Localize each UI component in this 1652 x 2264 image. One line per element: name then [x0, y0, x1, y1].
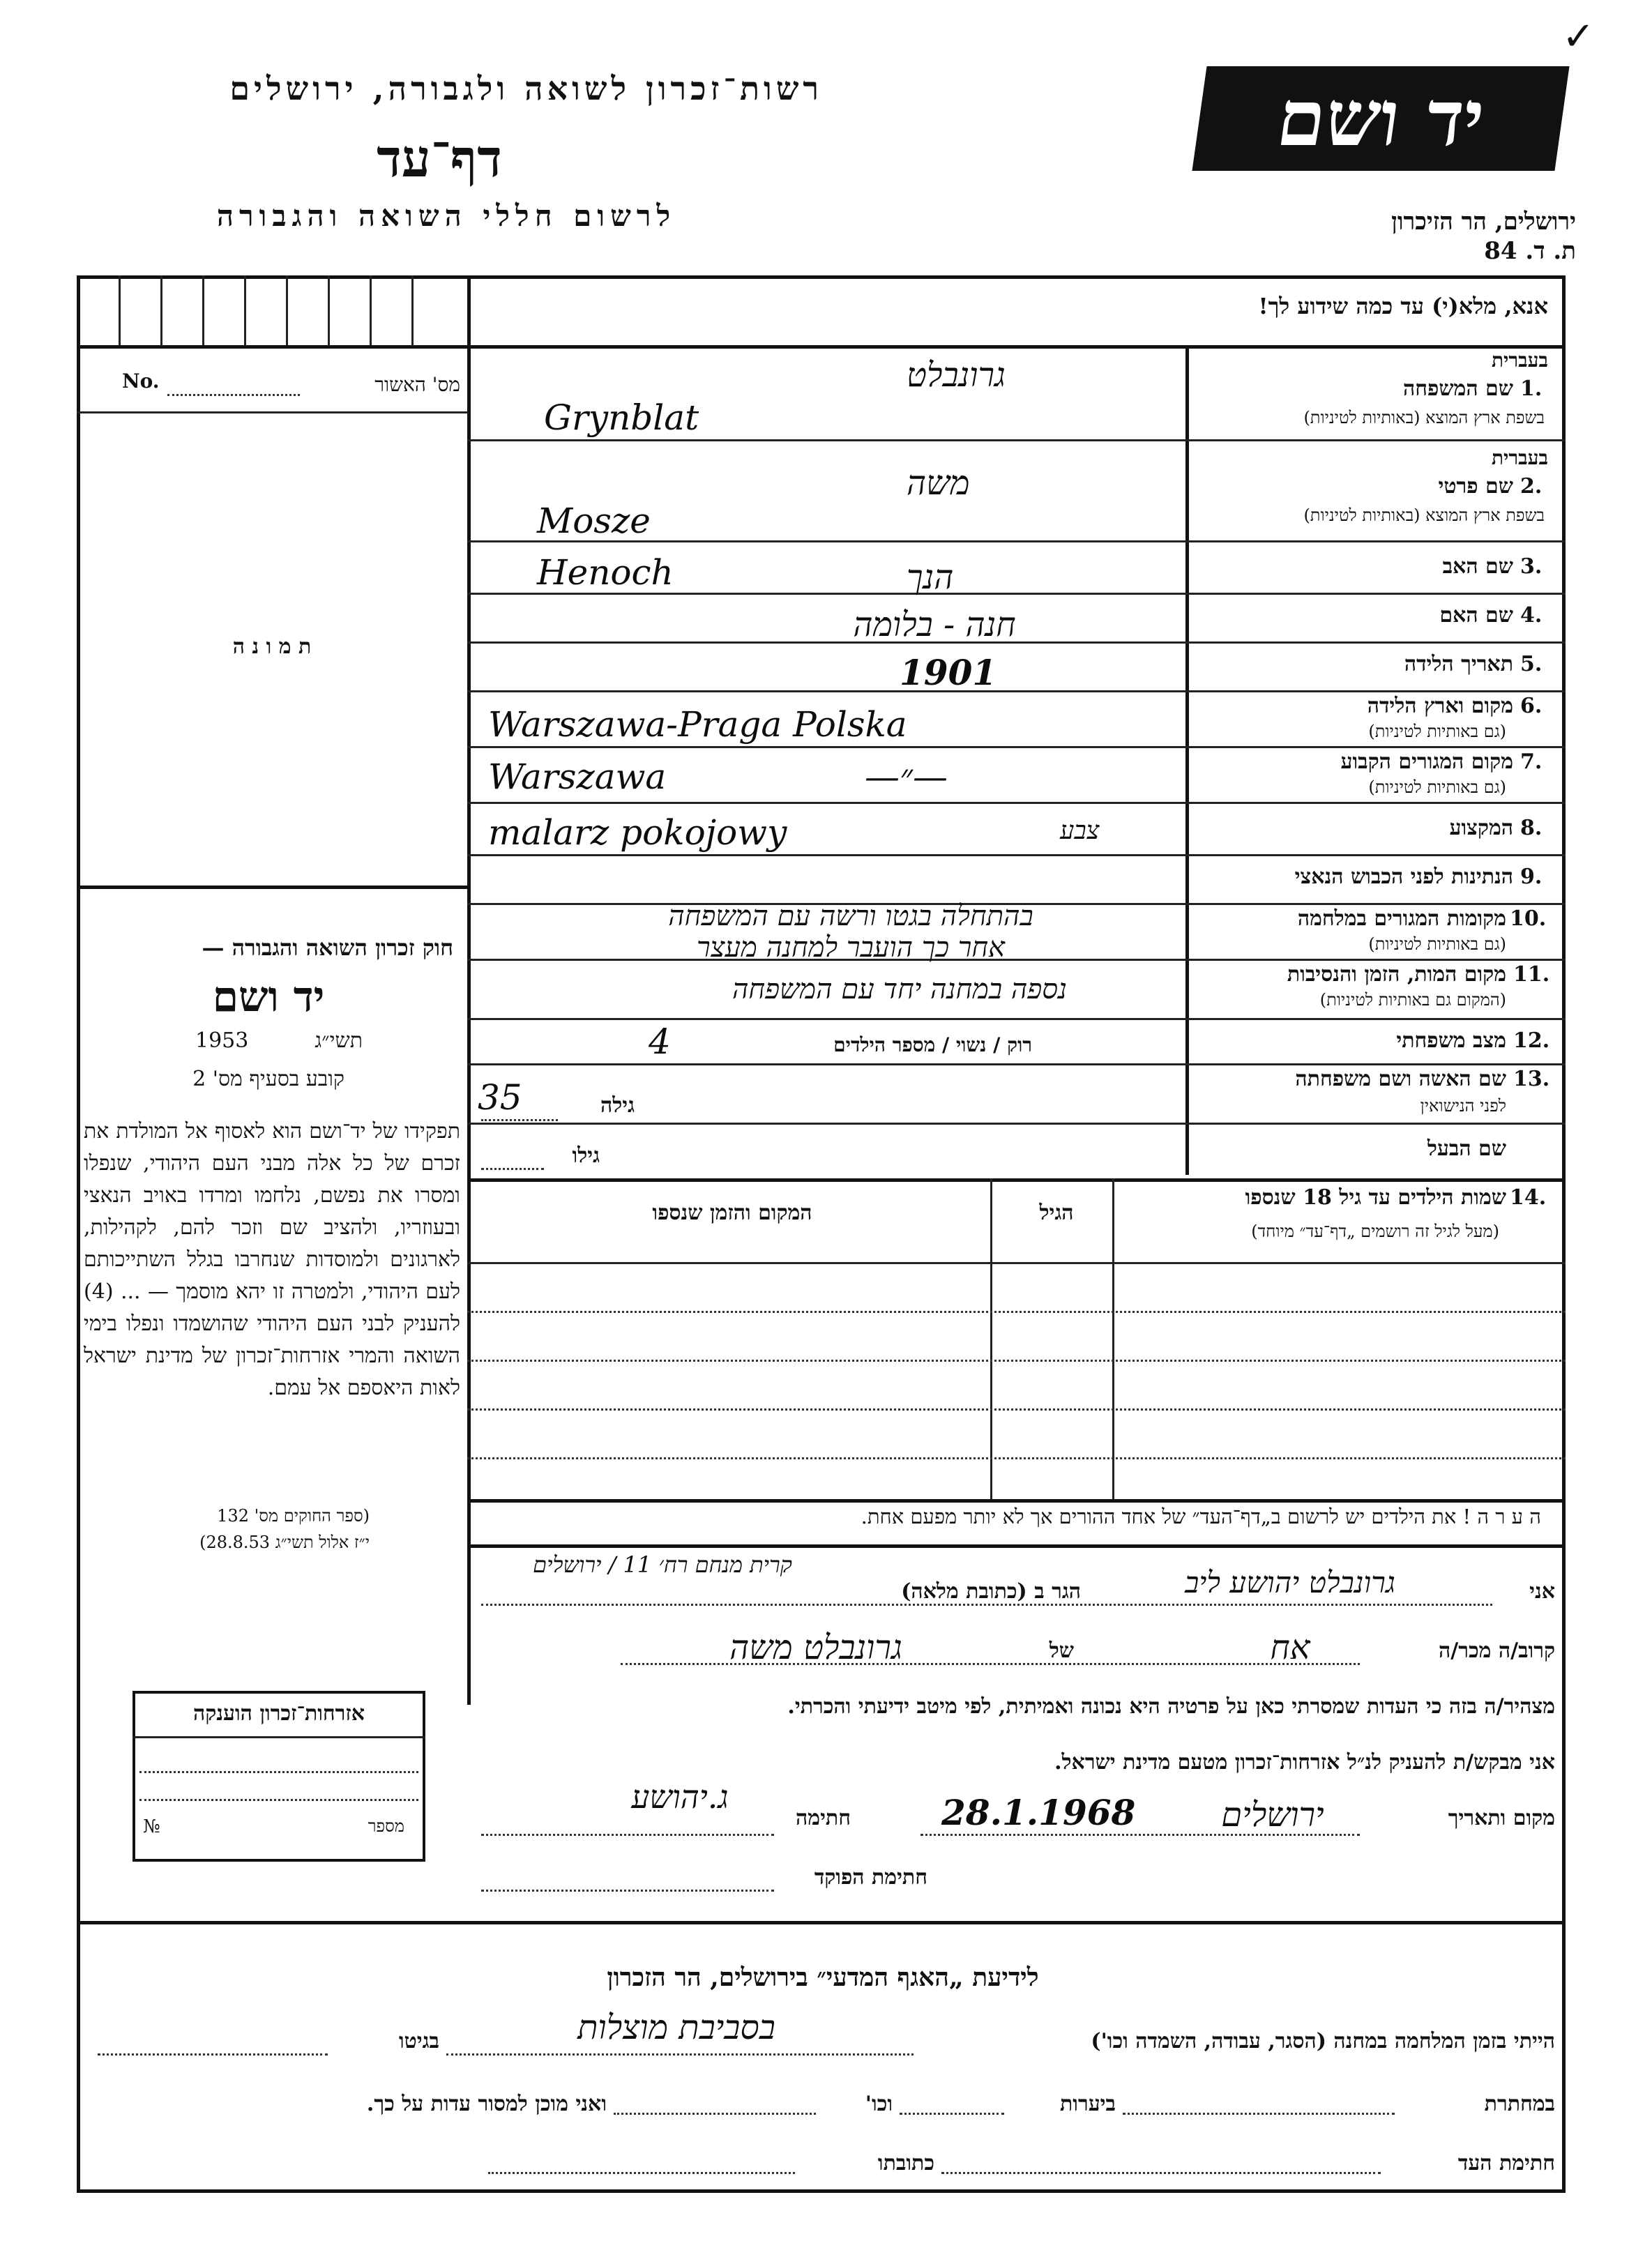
- birth-date[interactable]: 1901: [900, 652, 997, 693]
- field-13-num: 13.: [1513, 1067, 1550, 1091]
- occupation[interactable]: malarz pokojowy: [488, 812, 787, 853]
- approval-no: No.: [122, 370, 160, 393]
- residence[interactable]: Warszawa: [488, 757, 667, 797]
- field-7-num: 7.: [1520, 750, 1543, 774]
- field-3-label: שם האב: [1442, 554, 1513, 579]
- instruction: אנא, מלא(י) עד כמה שידוע לך!: [1258, 293, 1548, 319]
- check-mark: ✓: [1562, 14, 1595, 59]
- field-4-label: שם האם: [1439, 603, 1513, 628]
- form-subtitle: לרשום חללי השואה והגבורה: [216, 199, 676, 233]
- field-12-label: מצב משפחתי: [1396, 1028, 1506, 1053]
- law-year: 1953: [195, 1028, 249, 1053]
- address: ירושלים, הר הזיכרון: [1391, 208, 1576, 236]
- marital-status-options: רוק / נשוי / מספר הילדים: [833, 1033, 1032, 1056]
- wartime-residence[interactable]: בהתחלה בגטו ורשה עם המשפחה: [668, 900, 1033, 932]
- place-date-value[interactable]: 28.1.1968: [941, 1792, 1136, 1833]
- residence-ditto: —״—: [865, 757, 948, 797]
- citizenship-title: אזרחות־זכרון הוענקה: [192, 1701, 365, 1726]
- col-age: הגיל: [1039, 1201, 1074, 1225]
- decl-statement: מצהיר/ה בזה כי העדות שמסרתי כאן על פרטיה היא נכונה ואמיתית, לפי מיטב ידיעתי והכרתי.: [787, 1694, 1555, 1719]
- declarant-address[interactable]: קרית מנחם רח׳ 11 / ירושלים: [533, 1551, 792, 1578]
- field-3-num: 3.: [1520, 554, 1543, 579]
- citizenship-number-no: №: [143, 1816, 160, 1837]
- firstname-hebrew[interactable]: משה: [907, 464, 970, 503]
- declarant-name[interactable]: גרונבלט יהושע ליב: [1185, 1565, 1395, 1600]
- field-11-num: 11.: [1513, 962, 1550, 987]
- relation-value[interactable]: אח: [1270, 1628, 1310, 1667]
- po-box: ת. ד. 84: [1484, 237, 1576, 265]
- forests-label: ביערות: [1059, 2092, 1116, 2116]
- decl-resides-label: הגר ב (כתובת מלאה): [901, 1579, 1081, 1604]
- field-7-sub: (גם באותיות לטיניות): [1368, 777, 1506, 797]
- place-value[interactable]: ירושלים: [1221, 1795, 1324, 1834]
- father-name-latin[interactable]: Henoch: [537, 552, 674, 593]
- field-9-num: 9.: [1520, 865, 1543, 889]
- place-date-label: מקום ותאריך: [1448, 1806, 1555, 1830]
- etc-label: וכו': [865, 2092, 893, 2116]
- bottom-title: לידיעת „האגף המדעי״ בירושלים, הר הזכרון: [607, 1963, 1039, 1992]
- field-10-num: 10.: [1510, 906, 1547, 931]
- field-9-label: הנתינות לפני הכבוש הנאצי: [1294, 865, 1513, 889]
- field-11-sub: (המקום גם באותיות לטיניות): [1319, 990, 1506, 1010]
- field-6-label: מקום וארץ הלידה: [1367, 694, 1513, 718]
- col-place-time: המקום והזמן שנספו: [652, 1201, 812, 1225]
- occupation-hebrew[interactable]: צבע: [1060, 816, 1100, 845]
- field-8-label: המקצוע: [1449, 816, 1513, 840]
- father-name-hebrew[interactable]: הנך: [907, 558, 954, 597]
- children-section-label: שמות הילדים עד גיל 18 שנספו: [1245, 1185, 1506, 1210]
- decl-of-label: של: [1049, 1639, 1074, 1663]
- photo-label: ת מ ו נ ה: [232, 635, 312, 659]
- law-citation-2: י״ז אלול תשי״ג 28.8.53): [199, 1533, 370, 1552]
- wife-age-label: גילה: [600, 1093, 635, 1118]
- witness-signature-label: חתימת העד: [1457, 2151, 1555, 2175]
- field-10-sub: (גם באותיות לטיניות): [1368, 934, 1506, 954]
- law-year-he: תשי״ג: [315, 1028, 363, 1053]
- officer-signature-label: חתימת הפוקד: [814, 1865, 927, 1890]
- citizenship-number-label: מספר: [367, 1816, 404, 1836]
- field-6-num: 6.: [1520, 694, 1543, 718]
- yad-vashem-logo: יד ושם: [1192, 66, 1569, 171]
- firstname-latin[interactable]: Mosze: [537, 501, 651, 541]
- husband-name-label: שם הבעל: [1427, 1137, 1506, 1161]
- form-title: דף־עד: [377, 129, 502, 189]
- field-14-num: 14.: [1510, 1185, 1547, 1210]
- organization-name: רשות־זכרון לשואה ולגבורה, ירושלים: [229, 70, 823, 107]
- birth-place[interactable]: Warszawa-Praga Polska: [488, 704, 907, 745]
- law-citation-1: (ספר החוקים מס' 132: [217, 1506, 370, 1526]
- law-text: תפקידו של יד־ושם הוא לאסוף אל המולדת את זכרם של כל אלה מבני העם היהודי, שנפלו ומסרו את נפשם, נלחמו ומרדו באויב הנאצי ובעוזריו, ולהציב שם וזכר להם, לקהילות, לארגונים ולמוסדות שנחרבו בגלל השתייכותם לעם היהודי, ולמטרה זו יהא מוסמך — ... (4) להעניק לבני העם היהודי שהושמדו ונפלו בימי השואה והמרי אזרחות־זכרון של מדינת ישראל לאות היאספם אל עמם.: [84, 1119, 460, 1400]
- decl-request: אני מבקש/ת להעניק לנ״ל אזרחות־זכרון מטעם מדינת ישראל.: [1054, 1750, 1555, 1775]
- surname-hebrew[interactable]: גרונבלט: [907, 356, 1006, 395]
- field-11-label: מקום המות, הזמן והנסיבות: [1287, 962, 1506, 987]
- law-title: חוק זכרון השואה והגבורה —: [202, 934, 453, 961]
- field-13-label: שם האשה ושם משפחתה: [1295, 1067, 1506, 1091]
- law-name: יד ושם: [212, 973, 325, 1021]
- field-7-label: מקום המגורים הקבוע: [1340, 750, 1513, 774]
- relation-of-value[interactable]: גרונבלט משה: [729, 1628, 902, 1667]
- children-count[interactable]: 4: [649, 1021, 671, 1062]
- husband-age-label: גילו: [572, 1144, 600, 1168]
- field-5-label: תאריך הלידה: [1404, 652, 1513, 676]
- mother-name[interactable]: חנה - בלומה: [853, 605, 1016, 644]
- field-13-sub: לפני הנישואין: [1420, 1096, 1506, 1116]
- decl-i-label: אני: [1529, 1579, 1555, 1604]
- children-section-sub: (מעל לגיל זה רושמים „דף־עד״ מיוחד): [1251, 1222, 1499, 1241]
- field-8-num: 8.: [1520, 816, 1543, 840]
- underground-label: במחתרת: [1484, 2092, 1555, 2116]
- field-10-label: מקומות המגורים במלחמה: [1297, 906, 1506, 931]
- wife-age[interactable]: 35: [478, 1077, 522, 1118]
- wartime-residence-2[interactable]: אחר כך הועבר למחנה מעצר: [696, 932, 1006, 964]
- approval-label: מס' האשור: [374, 373, 460, 396]
- decl-relation-label: קרוב/ה מכר/ה: [1439, 1639, 1555, 1663]
- camp-value[interactable]: בסביבת מוצלות: [577, 2008, 775, 2047]
- field-5-num: 5.: [1520, 652, 1543, 676]
- children-note: ה ע ר ה ! את הילדים יש לרשום ב„דף־העד״ של אחד ההורים אך לא יותר מפעם אחת.: [861, 1505, 1541, 1528]
- signature-value[interactable]: ג.יהושע: [631, 1778, 729, 1816]
- ghetto-label: בגיטו: [398, 2029, 439, 2053]
- surname-latin[interactable]: Grynblat: [544, 397, 699, 438]
- law-clause: קובע בסעיף מס' 2: [192, 1067, 344, 1091]
- death-place[interactable]: נספה במחנה יחד עם המשפחה: [732, 973, 1068, 1005]
- field-4-num: 4.: [1520, 603, 1543, 628]
- signature-label: חתימה: [796, 1806, 851, 1830]
- field-6-sub: (גם באותיות לטיניות): [1368, 722, 1506, 741]
- camp-line-label: הייתי בזמן המלחמה במחנה (הסגר, עבודה, השמדה וכו'): [1091, 2029, 1555, 2053]
- field-12-num: 12.: [1513, 1028, 1550, 1053]
- witness-address-label: כתובתו: [877, 2151, 934, 2175]
- willing-testify: ואני מוכן למסור עדות על כך.: [366, 2092, 607, 2116]
